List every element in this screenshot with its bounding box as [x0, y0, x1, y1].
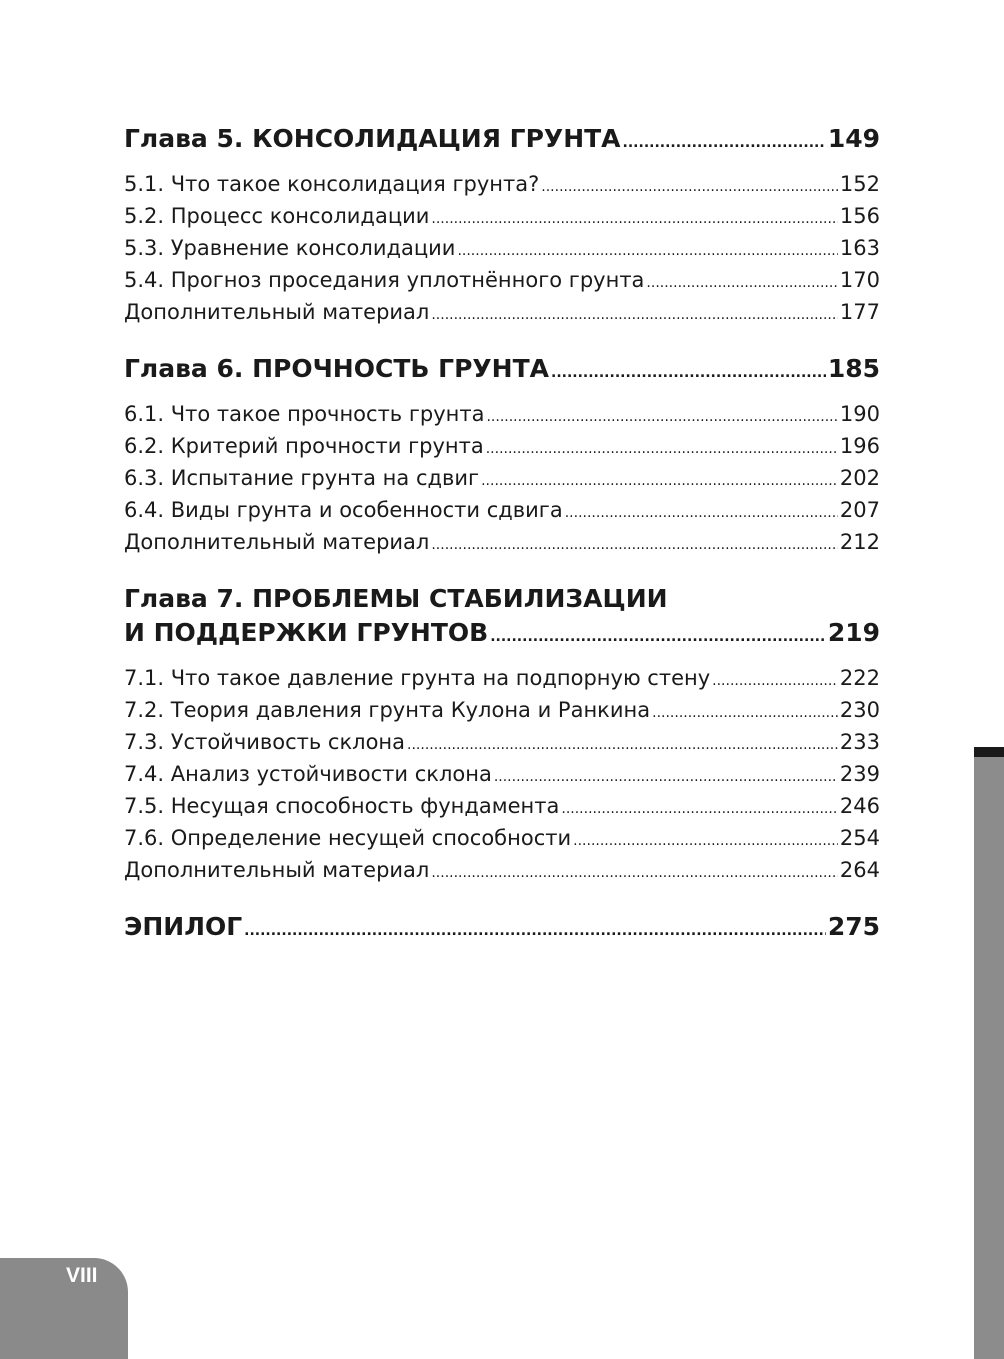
side-strip-edge: [974, 747, 1004, 757]
entry-title: 6.2. Критерий прочности грунта: [124, 434, 484, 458]
entry-title: 6.1. Что такое прочность грунта: [124, 402, 485, 426]
chapter-page: 219: [827, 618, 880, 647]
toc-entry[interactable]: [124, 464, 880, 496]
chapter-page: 185: [827, 354, 880, 383]
entry-title: Дополнительный материал: [124, 530, 430, 554]
entry-page: 196: [839, 434, 880, 458]
entry-page: 246: [839, 794, 880, 818]
toc-entry[interactable]: [124, 728, 880, 760]
leader-dots: [244, 914, 826, 948]
toc-entry[interactable]: [124, 298, 880, 330]
toc-entry[interactable]: [124, 760, 880, 792]
epilogue-heading[interactable]: [124, 910, 880, 948]
entry-page: 233: [839, 730, 880, 754]
side-illustration-strip: [974, 752, 1004, 1359]
entry-page: 156: [839, 204, 880, 228]
chapter-title: Глава 5. КОНСОЛИДАЦИЯ ГРУНТА: [124, 124, 621, 153]
entry-title: 5.3. Уравнение консолидации: [124, 236, 456, 260]
entry-title: 7.6. Определение несущей способности: [124, 826, 572, 850]
page-number: VIII: [66, 1264, 98, 1287]
toc-entry[interactable]: [124, 400, 880, 432]
epilogue-title: ЭПИЛОГ: [124, 912, 243, 941]
chapter-5-entries: [124, 170, 880, 330]
toc-entry[interactable]: [124, 664, 880, 696]
epilogue-page: 275: [827, 912, 880, 941]
leader-dots: [490, 620, 826, 654]
entry-page: 170: [839, 268, 880, 292]
entry-title: 7.1. Что такое давление грунта на подпорную стену: [124, 666, 711, 690]
entry-title: 5.4. Прогноз проседания уплотнённого грунта: [124, 268, 645, 292]
entry-page: 177: [839, 300, 880, 324]
entry-title: Дополнительный материал: [124, 858, 430, 882]
entry-page: 152: [839, 172, 880, 196]
toc-entry[interactable]: [124, 432, 880, 464]
entry-title: 5.1. Что такое консолидация грунта?: [124, 172, 540, 196]
entry-page: 163: [839, 236, 880, 260]
chapter-title: Глава 6. ПРОЧНОСТЬ ГРУНТА: [124, 354, 549, 383]
chapter-5-heading[interactable]: [124, 122, 880, 160]
entry-title: 7.4. Анализ устойчивости склона: [124, 762, 492, 786]
entry-title: 5.2. Процесс консолидации: [124, 204, 430, 228]
entry-page: 222: [839, 666, 880, 690]
entry-title: 7.2. Теория давления грунта Кулона и Ранкина: [124, 698, 651, 722]
entry-page: 190: [839, 402, 880, 426]
entry-title: 6.3. Испытание грунта на сдвиг: [124, 466, 480, 490]
toc-entry[interactable]: [124, 496, 880, 528]
page-number-tab: [0, 1258, 128, 1359]
entry-title: 7.5. Несущая способность фундамента: [124, 794, 560, 818]
chapter-page: 149: [827, 124, 880, 153]
chapter-7-heading[interactable]: [124, 616, 880, 654]
chapter-7-heading-line1[interactable]: Глава 7. ПРОБЛЕМЫ СТАБИЛИЗАЦИИ: [124, 584, 668, 613]
entry-page: 264: [839, 858, 880, 882]
entry-page: 202: [839, 466, 880, 490]
leader-dots: [551, 356, 826, 390]
entry-title: Дополнительный материал: [124, 300, 430, 324]
entry-page: 254: [839, 826, 880, 850]
toc-entry[interactable]: [124, 856, 880, 888]
toc-entry[interactable]: [124, 696, 880, 728]
toc-entry[interactable]: [124, 170, 880, 202]
entry-page: 212: [839, 530, 880, 554]
chapter-6-entries: [124, 400, 880, 560]
entry-page: 239: [839, 762, 880, 786]
entry-title: 6.4. Виды грунта и особенности сдвига: [124, 498, 563, 522]
toc-entry[interactable]: [124, 234, 880, 266]
toc-entry[interactable]: [124, 202, 880, 234]
chapter-6-heading[interactable]: [124, 352, 880, 390]
entry-page: 207: [839, 498, 880, 522]
leader-dots: [623, 126, 826, 160]
entry-title: 7.3. Устойчивость склона: [124, 730, 406, 754]
toc-entry[interactable]: [124, 824, 880, 856]
chapter-title: И ПОДДЕРЖКИ ГРУНТОВ: [124, 618, 489, 647]
entry-page: 230: [839, 698, 880, 722]
toc-entry[interactable]: [124, 792, 880, 824]
chapter-7-entries: [124, 664, 880, 888]
table-of-contents: [124, 122, 880, 948]
toc-entry[interactable]: [124, 528, 880, 560]
toc-entry[interactable]: [124, 266, 880, 298]
